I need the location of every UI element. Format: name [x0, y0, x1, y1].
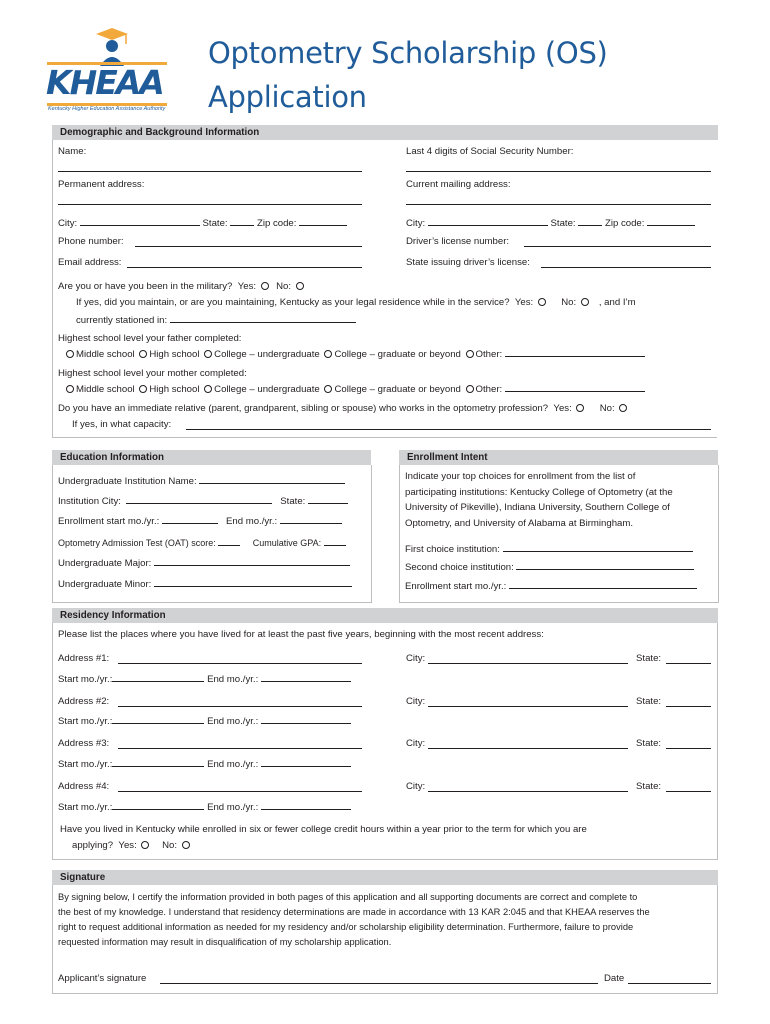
yes-label: Yes:	[514, 297, 534, 308]
address-1-label: Address #1:	[58, 653, 110, 664]
license-state-label: State issuing driver’s license:	[406, 257, 530, 268]
name-field[interactable]	[58, 171, 362, 172]
father-middle-radio[interactable]	[66, 350, 74, 358]
name-label: Name:	[58, 146, 87, 157]
residence-question	[76, 297, 636, 309]
end-field[interactable]	[261, 800, 351, 810]
city-label: City:	[58, 218, 78, 229]
first-choice-field[interactable]	[503, 542, 693, 552]
enrollment-start-field[interactable]	[509, 579, 697, 589]
signature-text-4: requested information may result in disqualification of my scholarship application.	[58, 937, 392, 947]
address-2-field[interactable]	[118, 706, 362, 707]
military-question	[58, 281, 306, 293]
start-label: Start mo./yr.:	[58, 716, 113, 727]
capacity-field[interactable]	[186, 429, 711, 430]
major-label: Undergraduate Major:	[58, 558, 152, 569]
residence-yes-radio[interactable]	[538, 298, 546, 306]
demographic-heading: Demographic and Background Information	[52, 125, 718, 140]
start-field[interactable]	[112, 672, 204, 682]
father-grad-radio[interactable]	[324, 350, 332, 358]
end-label: End mo./yr.:	[207, 759, 259, 770]
end-field[interactable]	[261, 714, 351, 724]
mother-other-radio[interactable]	[466, 385, 474, 393]
city-field[interactable]	[80, 216, 200, 226]
start-field[interactable]	[112, 800, 204, 810]
second-choice-label: Second choice institution:	[405, 562, 514, 573]
mother-grad-radio[interactable]	[324, 385, 332, 393]
father-undergrad-radio[interactable]	[204, 350, 212, 358]
level-label: High school	[149, 384, 200, 395]
institution-name-row	[58, 474, 345, 488]
address-2-city-field[interactable]	[428, 706, 628, 707]
kentucky-question-line1: Have you lived in Kentucky while enrolled in six or fewer college credit hours within a year prior to the term for which you are	[60, 824, 587, 835]
phone-field[interactable]	[135, 246, 362, 247]
no-label: No:	[599, 403, 615, 414]
applicant-signature-label: Applicant’s signature	[58, 973, 147, 984]
address-1-field[interactable]	[118, 663, 362, 664]
residency-instructions: Please list the places where you have lived for at least the past five years, beginning with the most recent address:	[58, 629, 544, 640]
address-3-state-field[interactable]	[666, 748, 711, 749]
minor-label: Undergraduate Minor:	[58, 579, 152, 590]
institution-name-label: Undergraduate Institution Name:	[58, 476, 197, 487]
oat-field[interactable]	[218, 536, 240, 546]
yes-label: Yes:	[553, 403, 572, 414]
address-4-dates	[58, 800, 351, 814]
mother-levels	[64, 382, 645, 396]
license-number-field[interactable]	[524, 246, 711, 247]
yes-label: Yes:	[237, 281, 257, 292]
end-label: End mo./yr.:	[207, 802, 259, 813]
stationed-label: currently stationed in:	[76, 315, 168, 326]
end-field[interactable]	[261, 757, 351, 767]
father-other-radio[interactable]	[466, 350, 474, 358]
address-4-city-label: City:	[406, 781, 426, 792]
logo-subtitle: Kentucky Higher Education Assistance Authority	[48, 106, 166, 112]
address-2-state-field[interactable]	[666, 706, 711, 707]
institution-state-field[interactable]	[308, 494, 348, 504]
address-2-city-label: City:	[406, 696, 426, 707]
residence-no-radio[interactable]	[581, 298, 589, 306]
kentucky-question-applying: applying?	[72, 840, 114, 851]
father-question: Highest school level your father completed:	[58, 333, 242, 344]
state-field[interactable]	[230, 216, 254, 226]
address-4-state-field[interactable]	[666, 791, 711, 792]
address-4-field[interactable]	[118, 791, 362, 792]
level-label: College – undergraduate	[214, 384, 320, 395]
email-label: Email address:	[58, 257, 122, 268]
no-label: No:	[561, 297, 577, 308]
second-choice-row	[405, 560, 694, 574]
city-label: City:	[406, 218, 426, 229]
address-3-state-label: State:	[636, 738, 662, 749]
capacity-label: If yes, in what capacity:	[72, 419, 172, 430]
address-1-state-label: State:	[636, 653, 662, 664]
father-high-radio[interactable]	[139, 350, 147, 358]
mailing-city-row	[406, 216, 695, 230]
enroll-start-label: Enrollment start mo./yr.:	[58, 516, 160, 527]
no-label: No:	[162, 840, 178, 851]
start-field[interactable]	[112, 757, 204, 767]
enroll-dates-row	[58, 514, 342, 528]
address-2-dates	[58, 714, 351, 728]
signature-heading: Signature	[52, 870, 718, 885]
father-levels	[64, 347, 645, 361]
mother-question: Highest school level your mother completed:	[58, 368, 247, 379]
institution-city-row	[58, 494, 348, 508]
zip-label: Zip code:	[256, 218, 297, 229]
stationed-row	[76, 313, 356, 327]
page-title: Optometry Scholarship (OS)	[208, 36, 608, 70]
residency-heading: Residency Information	[52, 608, 718, 623]
start-label: Start mo./yr.:	[58, 802, 113, 813]
level-label: College – graduate or beyond	[334, 384, 461, 395]
military-yes-radio[interactable]	[261, 282, 269, 290]
relative-yes-radio[interactable]	[576, 404, 584, 412]
level-label: Other:	[475, 349, 503, 360]
major-field[interactable]	[154, 556, 350, 566]
father-other-field[interactable]	[505, 347, 645, 357]
address-2-state-label: State:	[636, 696, 662, 707]
address-3-label: Address #3:	[58, 738, 110, 749]
address-1-dates	[58, 672, 351, 686]
email-field[interactable]	[127, 267, 362, 268]
military-question-text: Are you or have you been in the military?	[58, 281, 233, 292]
state-field[interactable]	[578, 216, 602, 226]
signature-text-1: By signing below, I certify the information provided in both pages of this application and all supporting documents are correct and complete to	[58, 892, 638, 902]
military-no-radio[interactable]	[296, 282, 304, 290]
state-label: State:	[202, 218, 228, 229]
first-choice-label: First choice institution:	[405, 544, 500, 555]
enrollment-instructions-1: Indicate your top choices for enrollment from the list of	[405, 471, 636, 482]
level-label: College – graduate or beyond	[334, 349, 461, 360]
permanent-address-field[interactable]	[58, 204, 362, 205]
level-label: Middle school	[76, 384, 135, 395]
address-4-label: Address #4:	[58, 781, 110, 792]
date-label: Date	[604, 973, 625, 984]
mother-undergrad-radio[interactable]	[204, 385, 212, 393]
state-label: State:	[280, 496, 306, 507]
enrollment-heading: Enrollment Intent	[399, 450, 718, 465]
enrollment-start-row	[405, 579, 697, 593]
kentucky-question-line2	[72, 840, 192, 852]
ssn-label: Last 4 digits of Social Security Number:	[406, 146, 574, 157]
level-label: Other:	[475, 384, 503, 395]
enrollment-instructions-2: participating institutions: Kentucky College of Optometry (at the	[405, 487, 673, 498]
logo-text: KHEAA	[46, 63, 163, 102]
relative-no-radio[interactable]	[619, 404, 627, 412]
address-3-field[interactable]	[118, 748, 362, 749]
start-field[interactable]	[112, 714, 204, 724]
first-choice-row	[405, 542, 693, 556]
yes-label: Yes:	[118, 840, 137, 851]
zip-label: Zip code:	[604, 218, 645, 229]
enrollment-instructions-3: University of Pikeville), Indiana University, Southern College of	[405, 502, 670, 513]
enroll-end-field[interactable]	[280, 514, 342, 524]
relative-question	[58, 403, 629, 415]
start-label: Start mo./yr.:	[58, 759, 113, 770]
address-3-city-label: City:	[406, 738, 426, 749]
no-label: No:	[276, 281, 292, 292]
zip-field[interactable]	[647, 216, 695, 226]
end-field[interactable]	[261, 672, 351, 682]
end-label: End mo./yr.:	[207, 716, 259, 727]
license-state-field[interactable]	[541, 267, 711, 268]
stationed-field[interactable]	[170, 313, 356, 323]
page-title-line2: Application	[208, 80, 367, 114]
license-number-label: Driver’s license number:	[406, 236, 510, 247]
oat-label: Optometry Admission Test (OAT) score:	[58, 538, 216, 548]
minor-field[interactable]	[154, 577, 352, 587]
level-label: Middle school	[76, 349, 135, 360]
gpa-field[interactable]	[324, 536, 346, 546]
phone-label: Phone number:	[58, 236, 124, 247]
address-3-city-field[interactable]	[428, 748, 628, 749]
and-im-text: , and I’m	[598, 297, 636, 308]
institution-name-field[interactable]	[199, 474, 345, 484]
permanent-city-row	[58, 216, 347, 230]
address-4-city-field[interactable]	[428, 791, 628, 792]
major-row	[58, 556, 350, 570]
signature-text-3: right to request additional information as needed for my residency and/or scholarship eligibility determination. Furthermore, failure to provide	[58, 922, 634, 932]
institution-city-label: Institution City:	[58, 496, 121, 507]
oat-gpa-row	[58, 536, 346, 549]
mother-high-radio[interactable]	[139, 385, 147, 393]
kentucky-yes-radio[interactable]	[141, 841, 149, 849]
mailing-address-label: Current mailing address:	[406, 179, 511, 190]
state-label: State:	[550, 218, 576, 229]
address-4-state-label: State:	[636, 781, 662, 792]
residence-question-text: If yes, did you maintain, or are you maintaining, Kentucky as your legal residence while in the service?	[76, 297, 510, 308]
mother-middle-radio[interactable]	[66, 385, 74, 393]
level-label: High school	[149, 349, 200, 360]
enroll-end-label: End mo./yr.:	[225, 516, 278, 527]
address-1-state-field[interactable]	[666, 663, 711, 664]
permanent-address-label: Permanent address:	[58, 179, 145, 190]
institution-city-field[interactable]	[126, 494, 272, 504]
zip-field[interactable]	[299, 216, 347, 226]
address-1-city-field[interactable]	[428, 663, 628, 664]
enrollment-start-label: Enrollment start mo./yr.:	[405, 581, 507, 592]
city-field[interactable]	[428, 216, 548, 226]
mother-other-field[interactable]	[505, 382, 645, 392]
address-2-label: Address #2:	[58, 696, 110, 707]
end-label: End mo./yr.:	[207, 674, 259, 685]
mailing-address-field[interactable]	[406, 204, 711, 205]
second-choice-field[interactable]	[516, 560, 694, 570]
signature-text-2: the best of my knowledge. I understand that residency determinations are made in accordance with 13 KAR 2:045 and that KHEAA reserves the	[58, 907, 650, 917]
start-label: Start mo./yr.:	[58, 674, 113, 685]
address-3-dates	[58, 757, 351, 771]
ssn-field[interactable]	[406, 171, 711, 172]
relative-question-text: Do you have an immediate relative (parent, grandparent, sibling or spouse) who works in the optometry profession?	[58, 403, 549, 414]
gpa-label: Cumulative GPA:	[252, 538, 322, 548]
applicant-signature-field[interactable]	[160, 983, 598, 984]
enroll-start-field[interactable]	[162, 514, 218, 524]
education-heading: Education Information	[52, 450, 371, 465]
level-label: College – undergraduate	[214, 349, 320, 360]
kentucky-no-radio[interactable]	[182, 841, 190, 849]
address-1-city-label: City:	[406, 653, 426, 664]
minor-row	[58, 577, 352, 591]
enrollment-instructions-4: Optometry, and University of Alabama at Birmingham.	[405, 518, 634, 529]
date-field[interactable]	[628, 983, 711, 984]
